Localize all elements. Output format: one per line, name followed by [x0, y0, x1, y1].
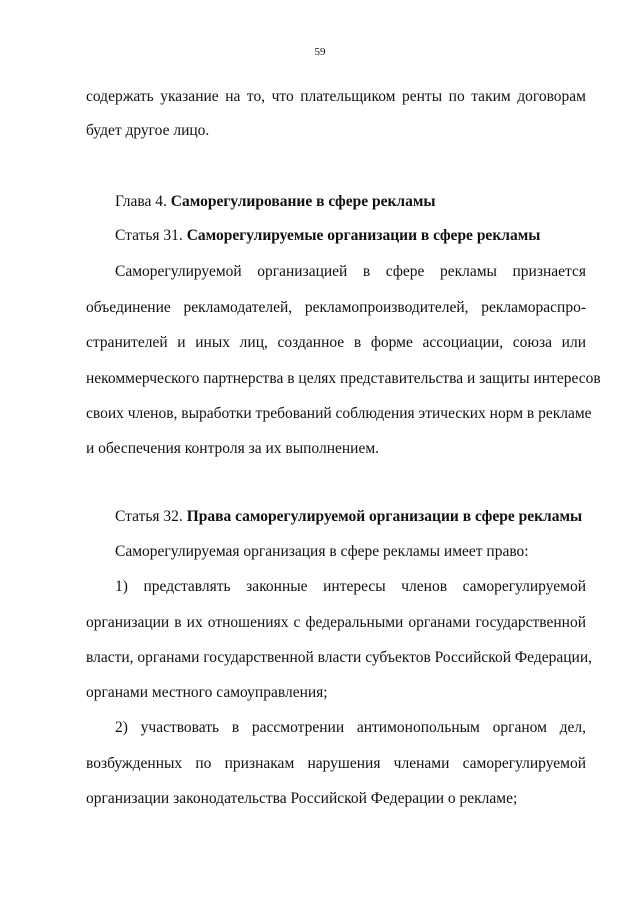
- chapter-title: Саморегулирование в сфере рекламы: [170, 193, 436, 210]
- article-32-item-1-line-1: 1) представлять законные интересы членов саморегулируемой: [115, 578, 586, 595]
- article-31-line-6: и обеспечения контроля за их выполнением.: [86, 440, 380, 457]
- chapter-prefix: Глава 4.: [115, 193, 167, 210]
- article-31-heading: [115, 226, 586, 246]
- article-31-line-5: своих членов, выработки требований соблюдения этических норм в рекламе: [86, 405, 592, 422]
- article-32-intro: Саморегулируемая организация в сфере рекламы имеет право:: [115, 543, 529, 560]
- article-32-item-1-line-4: органами местного самоуправления;: [86, 684, 328, 701]
- article-32-heading: [115, 507, 586, 527]
- article-31-title: Саморегулируемые организации в сфере рекламы: [186, 227, 541, 244]
- article-31-line-3: странителей и иных лиц, созданное в форме ассоциации, союза или: [86, 334, 586, 351]
- article-32-prefix: Статья 32.: [115, 508, 183, 525]
- article-32-title: Права саморегулируемой организации в сфере рекламы: [186, 508, 583, 525]
- intro-line-1: содержать указание на то, что плательщиком ренты по таким договорам: [86, 88, 586, 105]
- article-32-item-1-line-3: власти, органами государственной власти субъектов Российской Федерации,: [86, 649, 593, 666]
- page-number: 59: [314, 46, 326, 58]
- chapter-heading: [115, 192, 586, 212]
- article-32-item-1-line-2: организации в их отношениях с федеральными органами государственной: [86, 614, 586, 631]
- intro-line-2: будет другое лицо.: [86, 122, 210, 139]
- article-32-item-2-line-3: организации законодательства Российской Федерации о рекламе;: [86, 790, 518, 807]
- article-31-prefix: Статья 31.: [115, 227, 183, 244]
- article-31-line-4: некоммерческого партнерства в целях представительства и защиты интересов: [86, 370, 601, 387]
- article-32-item-2-line-1: 2) участвовать в рассмотрении антимонопольным органом дел,: [115, 719, 586, 736]
- article-32-item-2-line-2: возбужденных по признакам нарушения членами саморегулируемой: [86, 755, 586, 772]
- article-31-line-2: объединение рекламодателей, рекламопроизводителей, рекламораспро-: [86, 299, 586, 316]
- article-31-line-1: Саморегулируемой организацией в сфере рекламы признается: [115, 263, 586, 280]
